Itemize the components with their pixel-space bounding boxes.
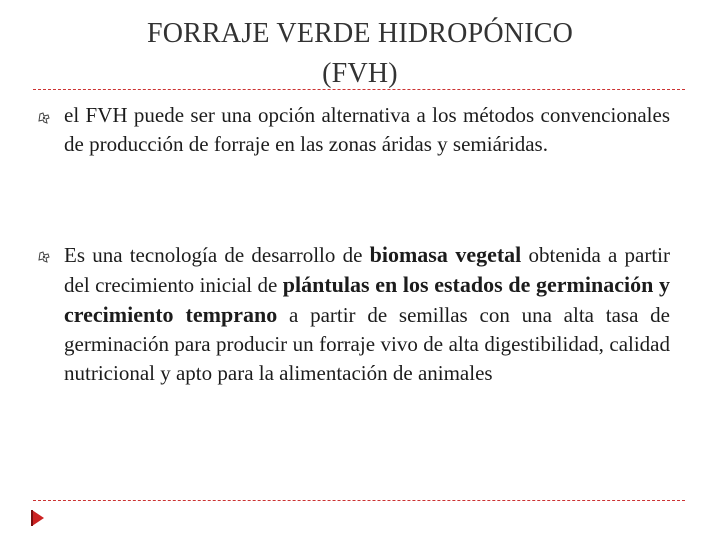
title-line-2: (FVH) [322,58,398,89]
slide-title [40,14,680,94]
bullet-1-text: el FVH puede ser una opción alternativa a los métodos convencionales de producción de forraje en las zonas áridas y semiáridas. [64,103,670,156]
bullet-2-bold-plantulas: plántulas en los estados de germinación y crecimiento temprano [64,272,670,327]
title-line-1: FORRAJE VERDE HIDROPÓNICO [146,18,574,49]
bullet-2-bold-biomasa: biomasa vegetal [369,242,522,267]
ornament-bullet-icon [38,251,50,263]
bottom-divider [33,500,685,501]
bullet-paragraph-2 [64,240,670,388]
top-divider [33,89,685,90]
red-arrow-icon[interactable] [30,508,46,528]
bullet-2-seg3: obtenida a partir del crecimiento inicial de [64,243,670,297]
bullet-2-seg1: Es una tecnología de desarrollo de [64,243,370,267]
ornament-bullet-icon [38,112,50,124]
bullet-paragraph-1 [64,101,670,159]
bullet-2-seg5: a partir de semillas con una alta tasa de germinación para producir un forraje vivo de alta digestibilidad, calidad nutricional y apto para la alimentación de animales [64,303,670,385]
